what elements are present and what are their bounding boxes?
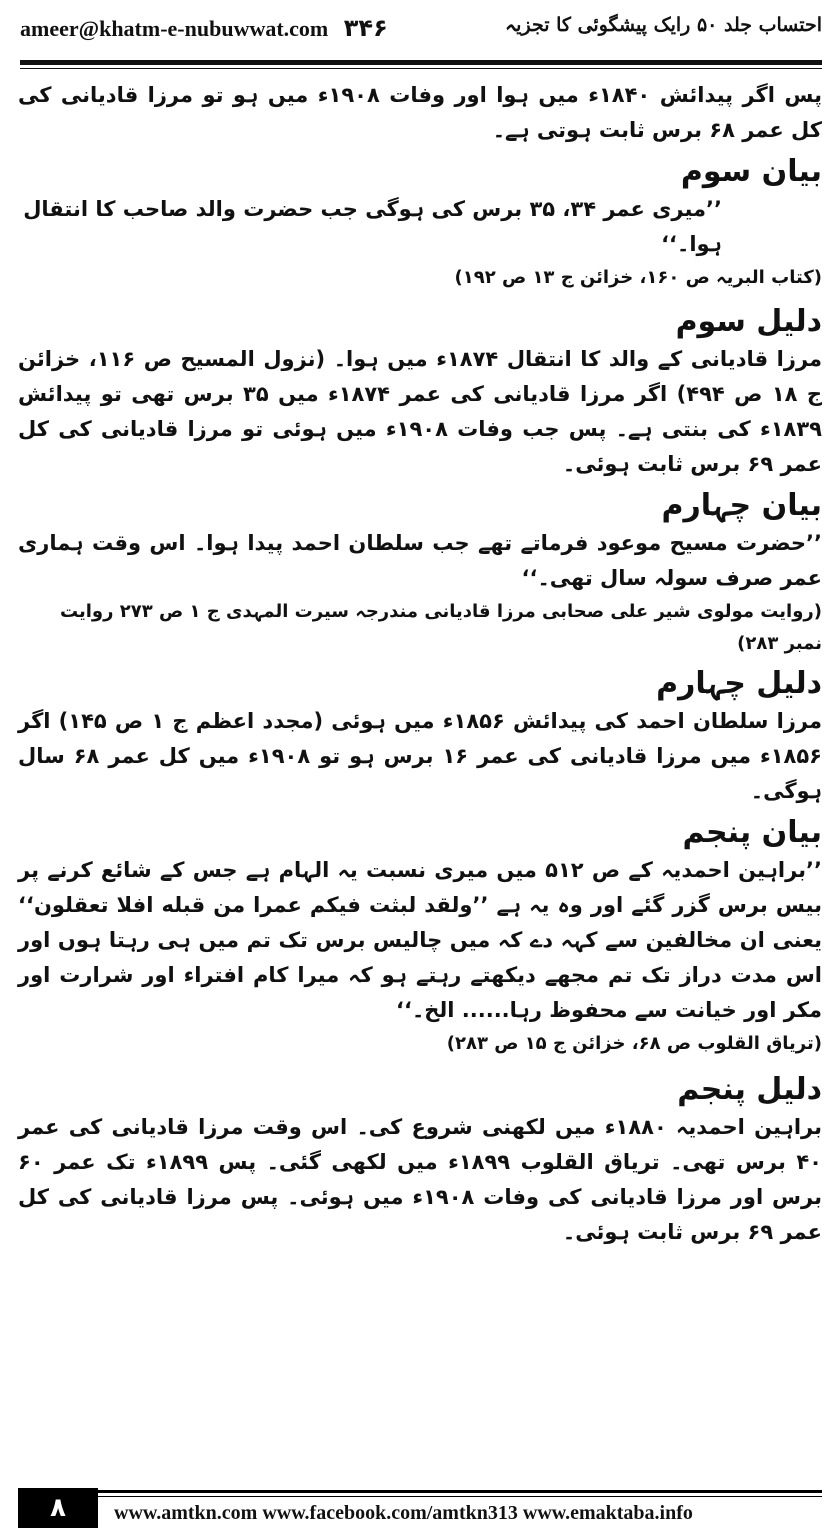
heading-bayan-chaharam: بیان چہارم xyxy=(661,488,822,523)
reference-2: (روایت مولوی شیر علی صحابی مرزا قادیانی مندرجہ سیرت المہدی ج ۱ ص ۲۷۳ روایت نمبر ۲۸۳) xyxy=(59,601,822,654)
paragraph-1: پس اگر پیدائش ۱۸۴۰ء میں ہوا اور وفات ۱۹۰۸ء میں ہو تو مرزا قادیانی کی کل عمر ۶۸ برس ثابت ہوتی ہے۔ xyxy=(18,83,822,142)
footer-rule-thin xyxy=(98,1496,822,1497)
paragraph-2: مرزا قادیانی کے والد کا انتقال ۱۸۷۴ء میں ہوا۔ (نزول المسیح ص ۱۱۶، خزائن ج ۱۸ ص ۴۹۴) اگر مرزا قادیانی کی عمر ۱۸۷۴ء میں ۳۵ برس تھی تو پیدائش ۱۸۳۹ء کی بنتی ہے۔ پس جب وفات ۱۹۰۸ء میں ہوئی تو مرزا قادیانی کی کل عمر ۶۹ برس ثابت ہوئی۔ xyxy=(18,347,823,476)
paragraph-4: براہین احمدیہ ۱۸۸۰ء میں لکھنی شروع کی۔ اس وقت مرزا قادیانی کی عمر ۴۰ برس تھی۔ تریاق القلوب ۱۸۹۹ء میں لکھی گئی۔ پس ۱۸۹۹ء تک عمر ۶۰ برس اور مرزا قادیانی کی وفات ۱۹۰۸ء میں ہوئی۔ پس مرزا قادیانی کی کل عمر ۶۹ برس ثابت ہوئی۔ xyxy=(18,1115,822,1244)
footer-links: www.amtkn.com www.facebook.com/amtkn313 www.emaktaba.info xyxy=(114,1502,693,1524)
quote-2: ’’حضرت مسیح موعود فرماتے تھے جب سلطان احمد پیدا ہوا۔ اس وقت ہماری عمر صرف سولہ سال تھی۔‘‘ xyxy=(18,531,822,590)
footer-rule-thick xyxy=(98,1490,822,1493)
page-header xyxy=(20,14,822,54)
footer-page-index: ۸ xyxy=(18,1488,98,1528)
heading-daleel-panjam: دلیل پنجم xyxy=(677,1072,822,1107)
reference-3: (تریاق القلوب ص ۶۸، خزائن ج ۱۵ ص ۲۸۳) xyxy=(446,1033,822,1054)
heading-daleel-chaharam: دلیل چہارم xyxy=(656,666,822,701)
quote-3: ’’براہین احمدیہ کے ص ۵۱۲ میں میری نسبت یہ الہام ہے جس کے شائع کرنے پر بیس برس گزر گئے اور وہ یہ ہے ’’ولقد لبثت فیکم عمرا من قبله افلا تعقلون‘‘ یعنی ان مخالفین سے کہہ دے کہ میں چالیس برس تک تم میں ہی رہتا ہوں اور اس مدت دراز تک تم مجھے دیکھتے رہتے ہو کہ میرا کام افتراء اور شرارت اور مکر اور خیانت سے محفوظ رہا...... الخ۔‘‘ xyxy=(18,858,822,1022)
paragraph-3: مرزا سلطان احمد کی پیدائش ۱۸۵۶ء میں ہوئی (مجدد اعظم ج ۱ ص ۱۴۵) اگر ۱۸۵۶ء میں مرزا قادیانی کی عمر ۱۶ برس ہو تو ۱۹۰۸ء میں کل عمر ۶۸ سال ہوگی۔ xyxy=(18,709,823,803)
header-rule-thick xyxy=(20,60,822,65)
heading-bayan-panjam: بیان پنجم xyxy=(682,815,822,850)
header-title: احتساب جلد ۵۰ رایک پیشگوئی کا تجزیہ xyxy=(505,14,822,36)
header-email: ameer@khatm-e-nubuwwat.com xyxy=(20,16,329,41)
heading-bayan-soam: بیان سوم xyxy=(680,154,822,189)
heading-daleel-soam: دلیل سوم xyxy=(675,304,822,339)
page-body xyxy=(18,78,822,1250)
header-left xyxy=(20,14,388,42)
quote-1: ’’میری عمر ۳۴، ۳۵ برس کی ہوگی جب حضرت والد صاحب کا انتقال ہوا۔‘‘ xyxy=(23,197,722,256)
page-footer xyxy=(18,1488,822,1528)
header-page-number: ۳۴۶ xyxy=(343,14,388,42)
header-rule-thin xyxy=(20,68,822,69)
reference-1: (کتاب البریہ ص ۱۶۰، خزائن ج ۱۳ ص ۱۹۲) xyxy=(454,267,822,288)
